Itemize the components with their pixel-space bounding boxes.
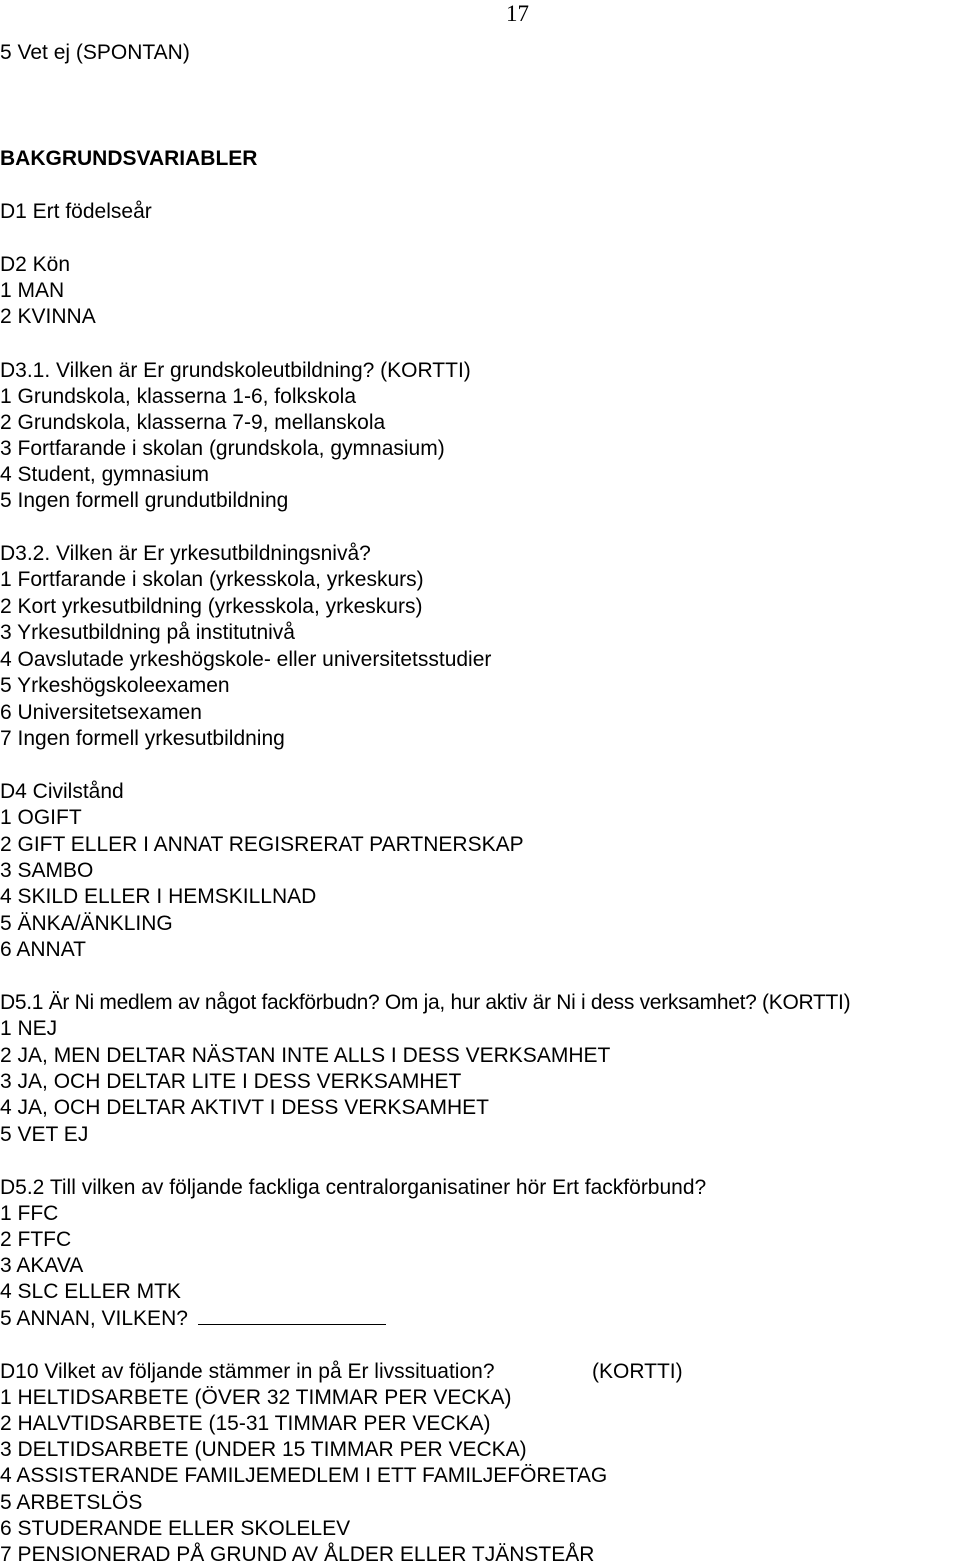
top-line: 5 Vet ej (SPONTAN) — [0, 41, 190, 64]
question-d10-text: D10 Vilket av följande stämmer in på Er livssituation? — [0, 1360, 495, 1383]
question-d3-2: D3.2. Vilken är Er yrkesutbildningsnivå? — [0, 542, 371, 565]
option-d4-3: 3 SAMBO — [0, 859, 94, 882]
option-d5-1-4: 4 JA, OCH DELTAR AKTIVT I DESS VERKSAMHET — [0, 1096, 489, 1119]
option-d10-1: 1 HELTIDSARBETE (ÖVER 32 TIMMAR PER VECKA) — [0, 1386, 512, 1409]
option-d5-1-2: 2 JA, MEN DELTAR NÄSTAN INTE ALLS I DESS VERKSAMHET — [0, 1044, 611, 1067]
option-d5-2-5 — [0, 1306, 386, 1332]
option-d4-1: 1 OGIFT — [0, 806, 82, 829]
option-d3-2-4: 4 Oavslutade yrkeshögskole- eller universitetsstudier — [0, 648, 492, 671]
option-d10-5: 5 ARBETSLÖS — [0, 1491, 143, 1514]
option-d4-4: 4 SKILD ELLER I HEMSKILLNAD — [0, 885, 317, 908]
option-d5-2-4: 4 SLC ELLER MTK — [0, 1280, 181, 1303]
question-d10 — [0, 1359, 960, 1385]
option-d5-2-2: 2 FTFC — [0, 1228, 72, 1251]
option-d5-2-3: 3 AKAVA — [0, 1254, 84, 1277]
option-d3-1-3: 3 Fortfarande i skolan (grundskola, gymnasium) — [0, 437, 445, 460]
option-d5-1-5: 5 VET EJ — [0, 1123, 89, 1146]
option-d4-6: 6 ANNAT — [0, 938, 86, 961]
option-d2-2: 2 KVINNA — [0, 305, 96, 328]
kortti-note: (KORTTI) — [592, 1360, 683, 1383]
question-d5-2: D5.2 Till vilken av följande fackliga centralorganisatiner hör Ert fackförbund? — [0, 1176, 707, 1199]
write-in-blank-line[interactable] — [198, 1306, 386, 1325]
option-d2-1: 1 MAN — [0, 279, 65, 302]
option-d4-2: 2 GIFT ELLER I ANNAT REGISRERAT PARTNERSKAP — [0, 833, 524, 856]
option-d3-2-7: 7 Ingen formell yrkesutbildning — [0, 727, 285, 750]
question-d2: D2 Kön — [0, 253, 71, 276]
option-d3-1-5: 5 Ingen formell grundutbildning — [0, 489, 289, 512]
option-d10-7: 7 PENSIONERAD PÅ GRUND AV ÅLDER ELLER TJÄNSTEÅR — [0, 1543, 595, 1566]
page-number: 17 — [506, 1, 529, 26]
option-d3-2-5: 5 Yrkeshögskoleexamen — [0, 674, 230, 697]
option-d3-1-2: 2 Grundskola, klasserna 7-9, mellanskola — [0, 411, 386, 434]
option-d5-2-5-label: 5 ANNAN, VILKEN? — [0, 1307, 188, 1330]
option-d10-4: 4 ASSISTERANDE FAMILJEMEDLEM I ETT FAMILJEFÖRETAG — [0, 1464, 608, 1487]
question-d4: D4 Civilstånd — [0, 780, 124, 803]
option-d4-5: 5 ÄNKA/ÄNKLING — [0, 912, 173, 935]
option-d3-1-4: 4 Student, gymnasium — [0, 463, 209, 486]
option-d3-1-1: 1 Grundskola, klasserna 1-6, folkskola — [0, 385, 357, 408]
option-d3-2-6: 6 Universitetsexamen — [0, 701, 202, 724]
option-d3-2-1: 1 Fortfarande i skolan (yrkesskola, yrkeskurs) — [0, 568, 424, 591]
question-d5-1: D5.1 Är Ni medlem av något fackförbudn? Om ja, hur aktiv är Ni i dess verksamhet? (KORTTI) — [0, 991, 851, 1014]
question-d1: D1 Ert födelseår — [0, 200, 152, 223]
option-d5-2-1: 1 FFC — [0, 1202, 59, 1225]
option-d10-6: 6 STUDERANDE ELLER SKOLELEV — [0, 1517, 351, 1540]
option-d5-1-3: 3 JA, OCH DELTAR LITE I DESS VERKSAMHET — [0, 1070, 462, 1093]
option-d3-2-3: 3 Yrkesutbildning på institutnivå — [0, 621, 295, 644]
option-d10-2: 2 HALVTIDSARBETE (15-31 TIMMAR PER VECKA) — [0, 1412, 491, 1435]
question-d3-1: D3.1. Vilken är Er grundskoleutbildning? (KORTTI) — [0, 359, 471, 382]
option-d10-3: 3 DELTIDSARBETE (UNDER 15 TIMMAR PER VECKA) — [0, 1438, 527, 1461]
option-d5-1-1: 1 NEJ — [0, 1017, 58, 1040]
section-heading: BAKGRUNDSVARIABLER — [0, 147, 258, 170]
option-d3-2-2: 2 Kort yrkesutbildning (yrkesskola, yrkeskurs) — [0, 595, 423, 618]
